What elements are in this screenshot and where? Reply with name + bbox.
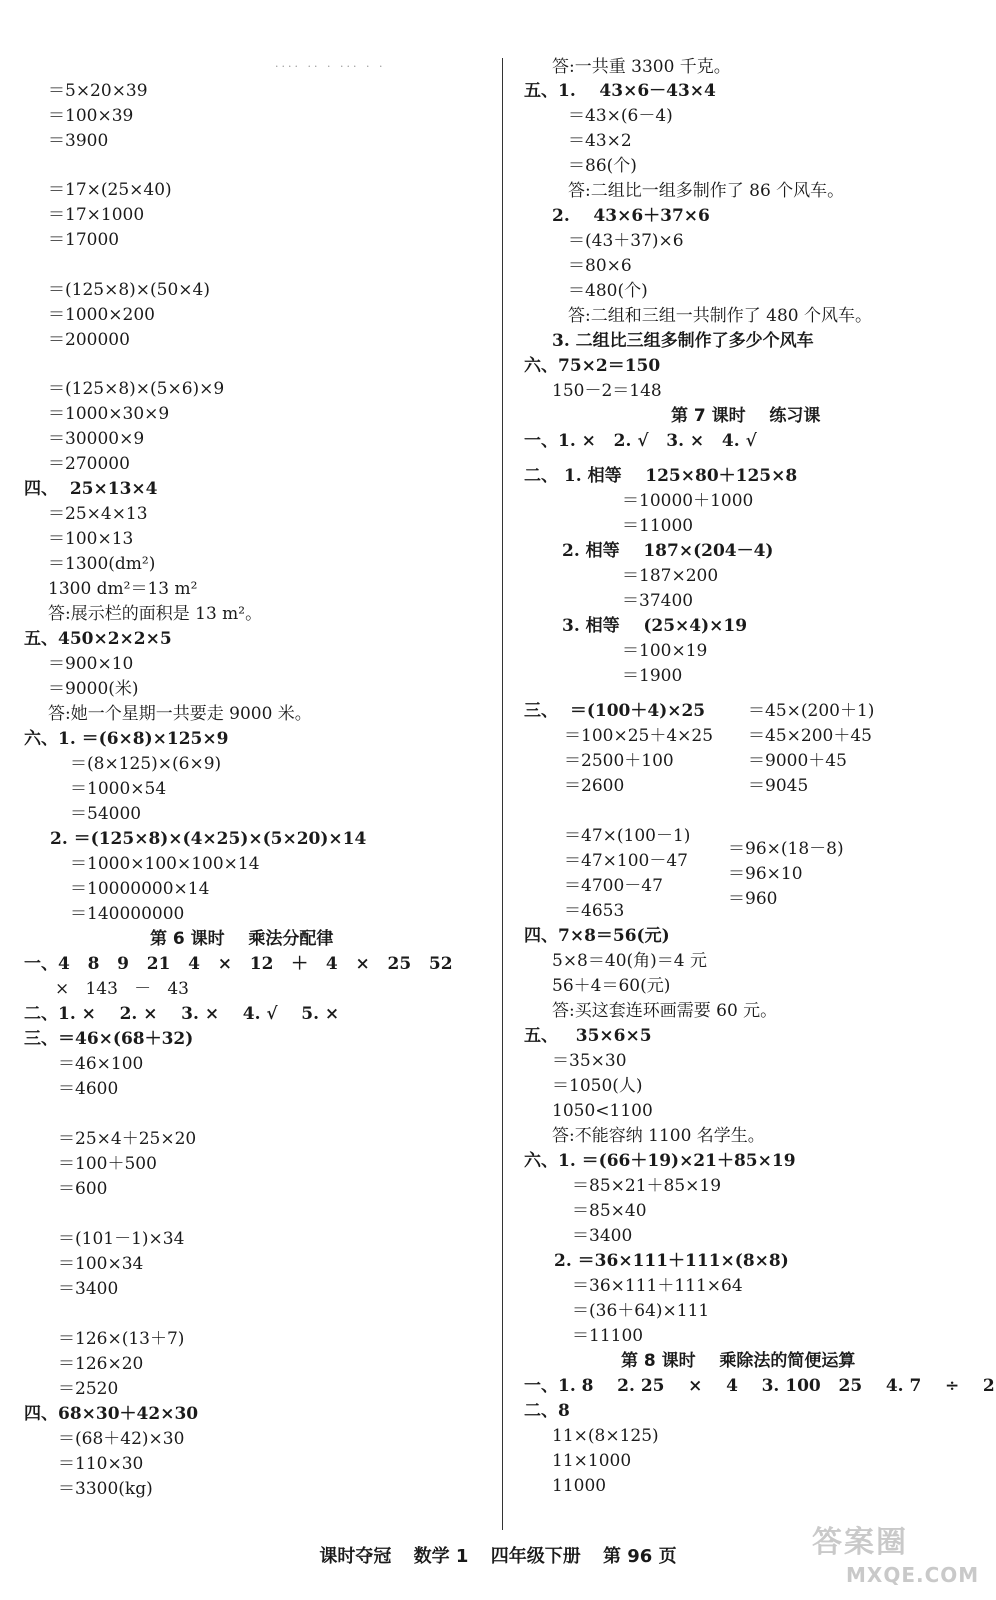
answer-line: 答:二组比一组多制作了 86 个风车。 bbox=[568, 181, 845, 201]
text-line: 11×1000 bbox=[552, 1451, 632, 1471]
section-heading: 四、7×8＝56(元) bbox=[524, 926, 670, 946]
text-line: ＝(101－1)×34 bbox=[58, 1229, 185, 1249]
text-line: ＝960 bbox=[728, 889, 778, 909]
text-line: ＝900×10 bbox=[48, 654, 134, 674]
text-line: ＝9045 bbox=[748, 776, 809, 796]
section-heading: 四、68×30＋42×30 bbox=[24, 1404, 199, 1424]
section-heading: 二、1. × 2. × 3. × 4. √ 5. × bbox=[24, 1004, 340, 1024]
text-line: ＝140000000 bbox=[70, 904, 185, 924]
text-line: ＝100×25＋4×25 bbox=[564, 726, 714, 746]
text-line: ＝(125×8)×(5×6)×9 bbox=[48, 379, 225, 399]
text-line: ＝187×200 bbox=[622, 566, 719, 586]
text-line: ＝270000 bbox=[48, 454, 130, 474]
text-line: ＝54000 bbox=[70, 804, 142, 824]
text-line: ＝100×13 bbox=[48, 529, 134, 549]
text-line: ＝(125×8)×(50×4) bbox=[48, 280, 210, 300]
text-line: ＝17000 bbox=[48, 230, 120, 250]
text-line: ＝36×111＋111×64 bbox=[572, 1276, 743, 1296]
text-line: ＝200000 bbox=[48, 330, 130, 350]
text-line: ＝96×10 bbox=[728, 864, 803, 884]
text-line: ＝(43＋37)×6 bbox=[568, 231, 684, 251]
text-line: ＝3900 bbox=[48, 131, 109, 151]
text-line: × 143 － 43 bbox=[55, 979, 189, 999]
section-heading: 一、1. 8 2. 25 × 4 3. 100 25 4. 7 ÷ 2 bbox=[524, 1376, 995, 1396]
text-line: ＝4700－47 bbox=[564, 876, 663, 896]
text-line: ＝45×200＋45 bbox=[748, 726, 872, 746]
section-heading: 六、1. ＝(6×8)×125×9 bbox=[24, 729, 229, 749]
text-line: ＝600 bbox=[58, 1179, 108, 1199]
text-line: 1050<1100 bbox=[552, 1101, 653, 1121]
text-line: ＝4653 bbox=[564, 901, 625, 921]
column-divider bbox=[502, 58, 503, 1530]
section-heading: 五、 35×6×5 bbox=[524, 1026, 652, 1046]
text-line: ＝43×(6－4) bbox=[568, 106, 673, 126]
section-heading: 二、8 bbox=[524, 1401, 570, 1421]
text-line: ＝3400 bbox=[58, 1279, 119, 1299]
text-line: ＝(36＋64)×111 bbox=[572, 1301, 710, 1321]
text-line: ＝10000000×14 bbox=[70, 879, 210, 899]
text-line: ＝85×21＋85×19 bbox=[572, 1176, 722, 1196]
watermark-logo bbox=[804, 1515, 986, 1595]
section-heading: 六、75×2＝150 bbox=[524, 356, 661, 376]
section-heading: 四、 25×13×4 bbox=[24, 479, 158, 499]
text-line: ＝3400 bbox=[572, 1226, 633, 1246]
answer-line: 答:二组和三组一共制作了 480 个风车。 bbox=[568, 306, 872, 326]
text-line: ＝1000×30×9 bbox=[48, 404, 170, 424]
footer-book-title: 课时夺冠 bbox=[319, 1546, 392, 1567]
section-heading: 二、 1. 相等 125×80＋125×8 bbox=[524, 466, 798, 486]
answer-line: 答:展示栏的面积是 13 m²。 bbox=[48, 604, 263, 624]
text-line: ＝47×100－47 bbox=[564, 851, 688, 871]
lesson-title: 第 8 课时 乘除法的简便运算 bbox=[621, 1351, 856, 1371]
text-line: ＝126×(13＋7) bbox=[58, 1329, 185, 1349]
section-heading: 五、1. 43×6－43×4 bbox=[524, 81, 716, 101]
text-line: ＝100×34 bbox=[58, 1254, 144, 1274]
text-line: ＝86(个) bbox=[568, 156, 637, 176]
text-line: ＝11100 bbox=[572, 1326, 644, 1346]
text-line: ＝2520 bbox=[58, 1379, 119, 1399]
text-line: ＝2600 bbox=[564, 776, 625, 796]
text-line: ＝80×6 bbox=[568, 256, 632, 276]
text-line: ＝47×(100－1) bbox=[564, 826, 691, 846]
text-line: 3. 相等 (25×4)×19 bbox=[562, 616, 748, 636]
section-heading: 一、1. × 2. √ 3. × 4. √ bbox=[524, 431, 757, 451]
section-heading: 五、450×2×2×5 bbox=[24, 629, 172, 649]
text-line: 2. ＝36×111＋111×(8×8) bbox=[554, 1251, 789, 1271]
lesson-title: 第 7 课时 练习课 bbox=[671, 406, 821, 426]
text-line: 11000 bbox=[552, 1476, 607, 1496]
text-line: ＝37400 bbox=[622, 591, 694, 611]
text-line: 5×8＝40(角)＝4 元 bbox=[552, 951, 707, 971]
text-line: 11×(8×125) bbox=[552, 1426, 659, 1446]
text-line: ＝9000＋45 bbox=[748, 751, 847, 771]
text-line: ＝5×20×39 bbox=[48, 81, 148, 101]
text-line: ＝1000×54 bbox=[70, 779, 167, 799]
text-line: ＝100×19 bbox=[622, 641, 708, 661]
text-line: ＝25×4×13 bbox=[48, 504, 148, 524]
text-line: 2. 43×6＋37×6 bbox=[552, 206, 710, 226]
watermark-url: MXQE.COM bbox=[846, 1563, 980, 1587]
text-line: ＝3300(kg) bbox=[58, 1479, 153, 1499]
text-line: ＝96×(18－8) bbox=[728, 839, 844, 859]
answer-line: 答:不能容纳 1100 名学生。 bbox=[552, 1126, 765, 1146]
text-line: ＝85×40 bbox=[572, 1201, 647, 1221]
text-line: ＝17×1000 bbox=[48, 205, 145, 225]
text-line: ＝1050(人) bbox=[552, 1076, 643, 1096]
text-line: ＝1900 bbox=[622, 666, 683, 686]
section-heading: 六、1. ＝(66＋19)×21＋85×19 bbox=[524, 1151, 796, 1171]
text-line: ＝11000 bbox=[622, 516, 694, 536]
answer-line: 答:她一个星期一共要走 9000 米。 bbox=[48, 704, 312, 724]
footer-grade: 四年级下册 bbox=[490, 1546, 581, 1567]
watermark-text: 答案圈 bbox=[812, 1525, 908, 1560]
text-line: ＝35×30 bbox=[552, 1051, 627, 1071]
text-line: ＝43×2 bbox=[568, 131, 632, 151]
footer-subject: 数学 1 bbox=[413, 1546, 469, 1567]
text-line: ＝25×4＋25×20 bbox=[58, 1129, 197, 1149]
text-line: ＝46×100 bbox=[58, 1054, 144, 1074]
answer-line: 答:买这套连环画需要 60 元。 bbox=[552, 1001, 778, 1021]
section-heading: 三、＝46×(68＋32) bbox=[24, 1029, 194, 1049]
text-line: 56＋4＝60(元) bbox=[552, 976, 671, 996]
text-line: ＝45×(200＋1) bbox=[748, 701, 875, 721]
text-line: 1300 dm²＝13 m² bbox=[48, 579, 198, 599]
text-line: 2. 相等 187×(204－4) bbox=[562, 541, 774, 561]
text-line: ＝100×39 bbox=[48, 106, 134, 126]
text-line: ＝1000×100×100×14 bbox=[70, 854, 260, 874]
text-line: ＝4600 bbox=[58, 1079, 119, 1099]
lesson-title: 第 6 课时 乘法分配律 bbox=[150, 929, 334, 949]
text-line: ＝17×(25×40) bbox=[48, 180, 172, 200]
text-line: ＝110×30 bbox=[58, 1454, 144, 1474]
text-line: ＝2500＋100 bbox=[564, 751, 674, 771]
text-line: ＝126×20 bbox=[58, 1354, 144, 1374]
text-line: ＝1300(dm²) bbox=[48, 554, 156, 574]
footer-page-number: 第 96 页 bbox=[603, 1546, 677, 1567]
answer-line: 答:一共重 3300 千克。 bbox=[552, 57, 731, 77]
text-line: ＝10000＋1000 bbox=[622, 491, 754, 511]
text-line: ＝100＋500 bbox=[58, 1154, 157, 1174]
text-line: ＝480(个) bbox=[568, 281, 648, 301]
text-line: 3. 二组比三组多制作了多少个风车 bbox=[552, 331, 814, 351]
faint-header-marks: ···· ·· · ··· · · bbox=[275, 60, 386, 73]
text-line: ＝30000×9 bbox=[48, 429, 145, 449]
text-line: 150－2＝148 bbox=[552, 381, 662, 401]
text-line: ＝(8×125)×(6×9) bbox=[70, 754, 222, 774]
text-line: ＝9000(米) bbox=[48, 679, 139, 699]
section-heading: 三、 ＝(100＋4)×25 bbox=[524, 701, 706, 721]
text-line: ＝1000×200 bbox=[48, 305, 155, 325]
text-line: ＝(68＋42)×30 bbox=[58, 1429, 185, 1449]
text-line: 2. ＝(125×8)×(4×25)×(5×20)×14 bbox=[50, 829, 367, 849]
section-heading: 一、4 8 9 21 4 × 12 ＋ 4 × 25 52 bbox=[24, 954, 453, 974]
